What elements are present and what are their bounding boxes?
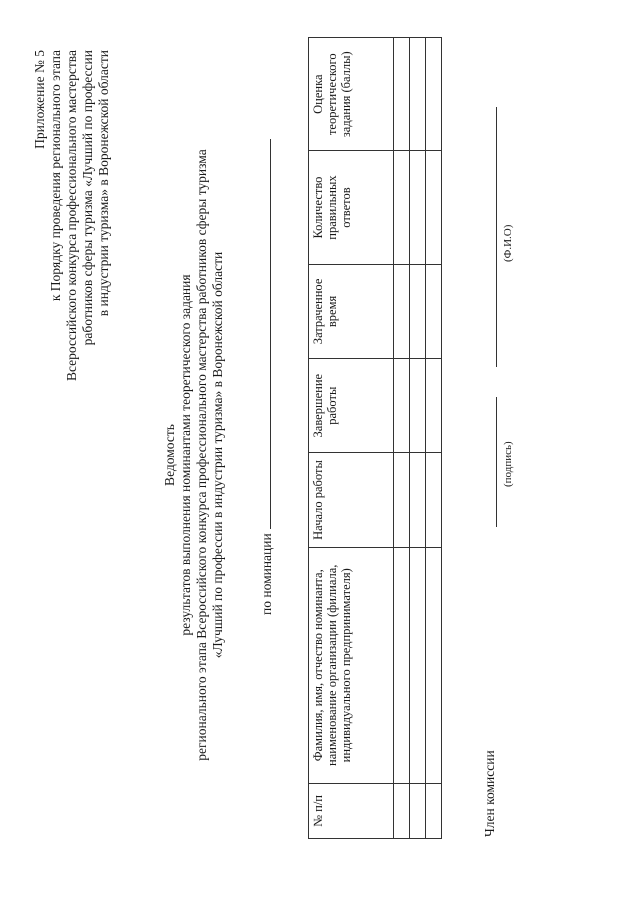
appendix-block bbox=[32, 50, 112, 470]
table-cell bbox=[410, 264, 426, 358]
nomination-label: по номинации bbox=[259, 533, 274, 615]
table-cell bbox=[394, 359, 410, 453]
table-cell bbox=[410, 151, 426, 264]
header-number: № п/п bbox=[309, 783, 394, 838]
table-cell bbox=[394, 783, 410, 838]
table-cell bbox=[394, 151, 410, 264]
table-cell bbox=[426, 38, 442, 151]
name-line bbox=[496, 107, 497, 367]
document-heading bbox=[162, 105, 226, 805]
table-cell bbox=[410, 547, 426, 783]
table-cell bbox=[394, 264, 410, 358]
table-row bbox=[394, 38, 410, 839]
header-start: Начало работы bbox=[309, 453, 394, 547]
heading-line: регионального этапа Всероссийского конкурса профессионального мастерства работников сферы туризма bbox=[194, 149, 209, 761]
nomination-field bbox=[258, 139, 275, 615]
table-cell bbox=[426, 151, 442, 264]
table-cell bbox=[426, 264, 442, 358]
table-cell bbox=[394, 38, 410, 151]
header-score: Оценка теоретического задания (баллы) bbox=[309, 38, 394, 151]
appendix-line: в индустрии туризма» в Воронежской области bbox=[96, 50, 111, 317]
commission-member-label: Член комиссии bbox=[482, 750, 497, 837]
nomination-blank-line bbox=[258, 139, 271, 529]
heading-line: «Лучший по профессии в индустрии туризма» в Воронежской области bbox=[210, 251, 225, 659]
heading-line: результатов выполнения номинантами теоретического задания bbox=[178, 274, 193, 636]
header-correct-answers: Количество правильных ответов bbox=[309, 151, 394, 264]
table-cell bbox=[410, 453, 426, 547]
signature-caption: (подпись) bbox=[502, 441, 514, 487]
table-cell bbox=[410, 783, 426, 838]
table-cell bbox=[426, 783, 442, 838]
header-finish: Завершение работы bbox=[309, 359, 394, 453]
header-nominee: Фамилия, имя, отчество номинанта, наименование организации (филиала, индивидуального предпринимателя) bbox=[309, 547, 394, 783]
appendix-line: работников сферы туризма «Лучший по профессии bbox=[80, 50, 95, 346]
table-cell bbox=[394, 453, 410, 547]
table-cell bbox=[410, 38, 426, 151]
appendix-line: Приложение № 5 bbox=[32, 50, 47, 149]
table-cell bbox=[426, 547, 442, 783]
table-cell bbox=[426, 453, 442, 547]
document-title: Ведомость bbox=[162, 424, 177, 486]
table-cell bbox=[410, 359, 426, 453]
appendix-line: Всероссийского конкурса профессионального мастерства bbox=[64, 50, 79, 382]
results-table bbox=[308, 37, 442, 839]
signature-line bbox=[496, 397, 497, 527]
table-row bbox=[410, 38, 426, 839]
header-time-spent: Затраченное время bbox=[309, 264, 394, 358]
name-caption: (Ф.И.О) bbox=[502, 224, 514, 262]
table-cell bbox=[426, 359, 442, 453]
table-row bbox=[426, 38, 442, 839]
table-cell bbox=[394, 547, 410, 783]
appendix-line: к Порядку проведения регионального этапа bbox=[48, 50, 63, 302]
table-header-row bbox=[309, 38, 394, 839]
